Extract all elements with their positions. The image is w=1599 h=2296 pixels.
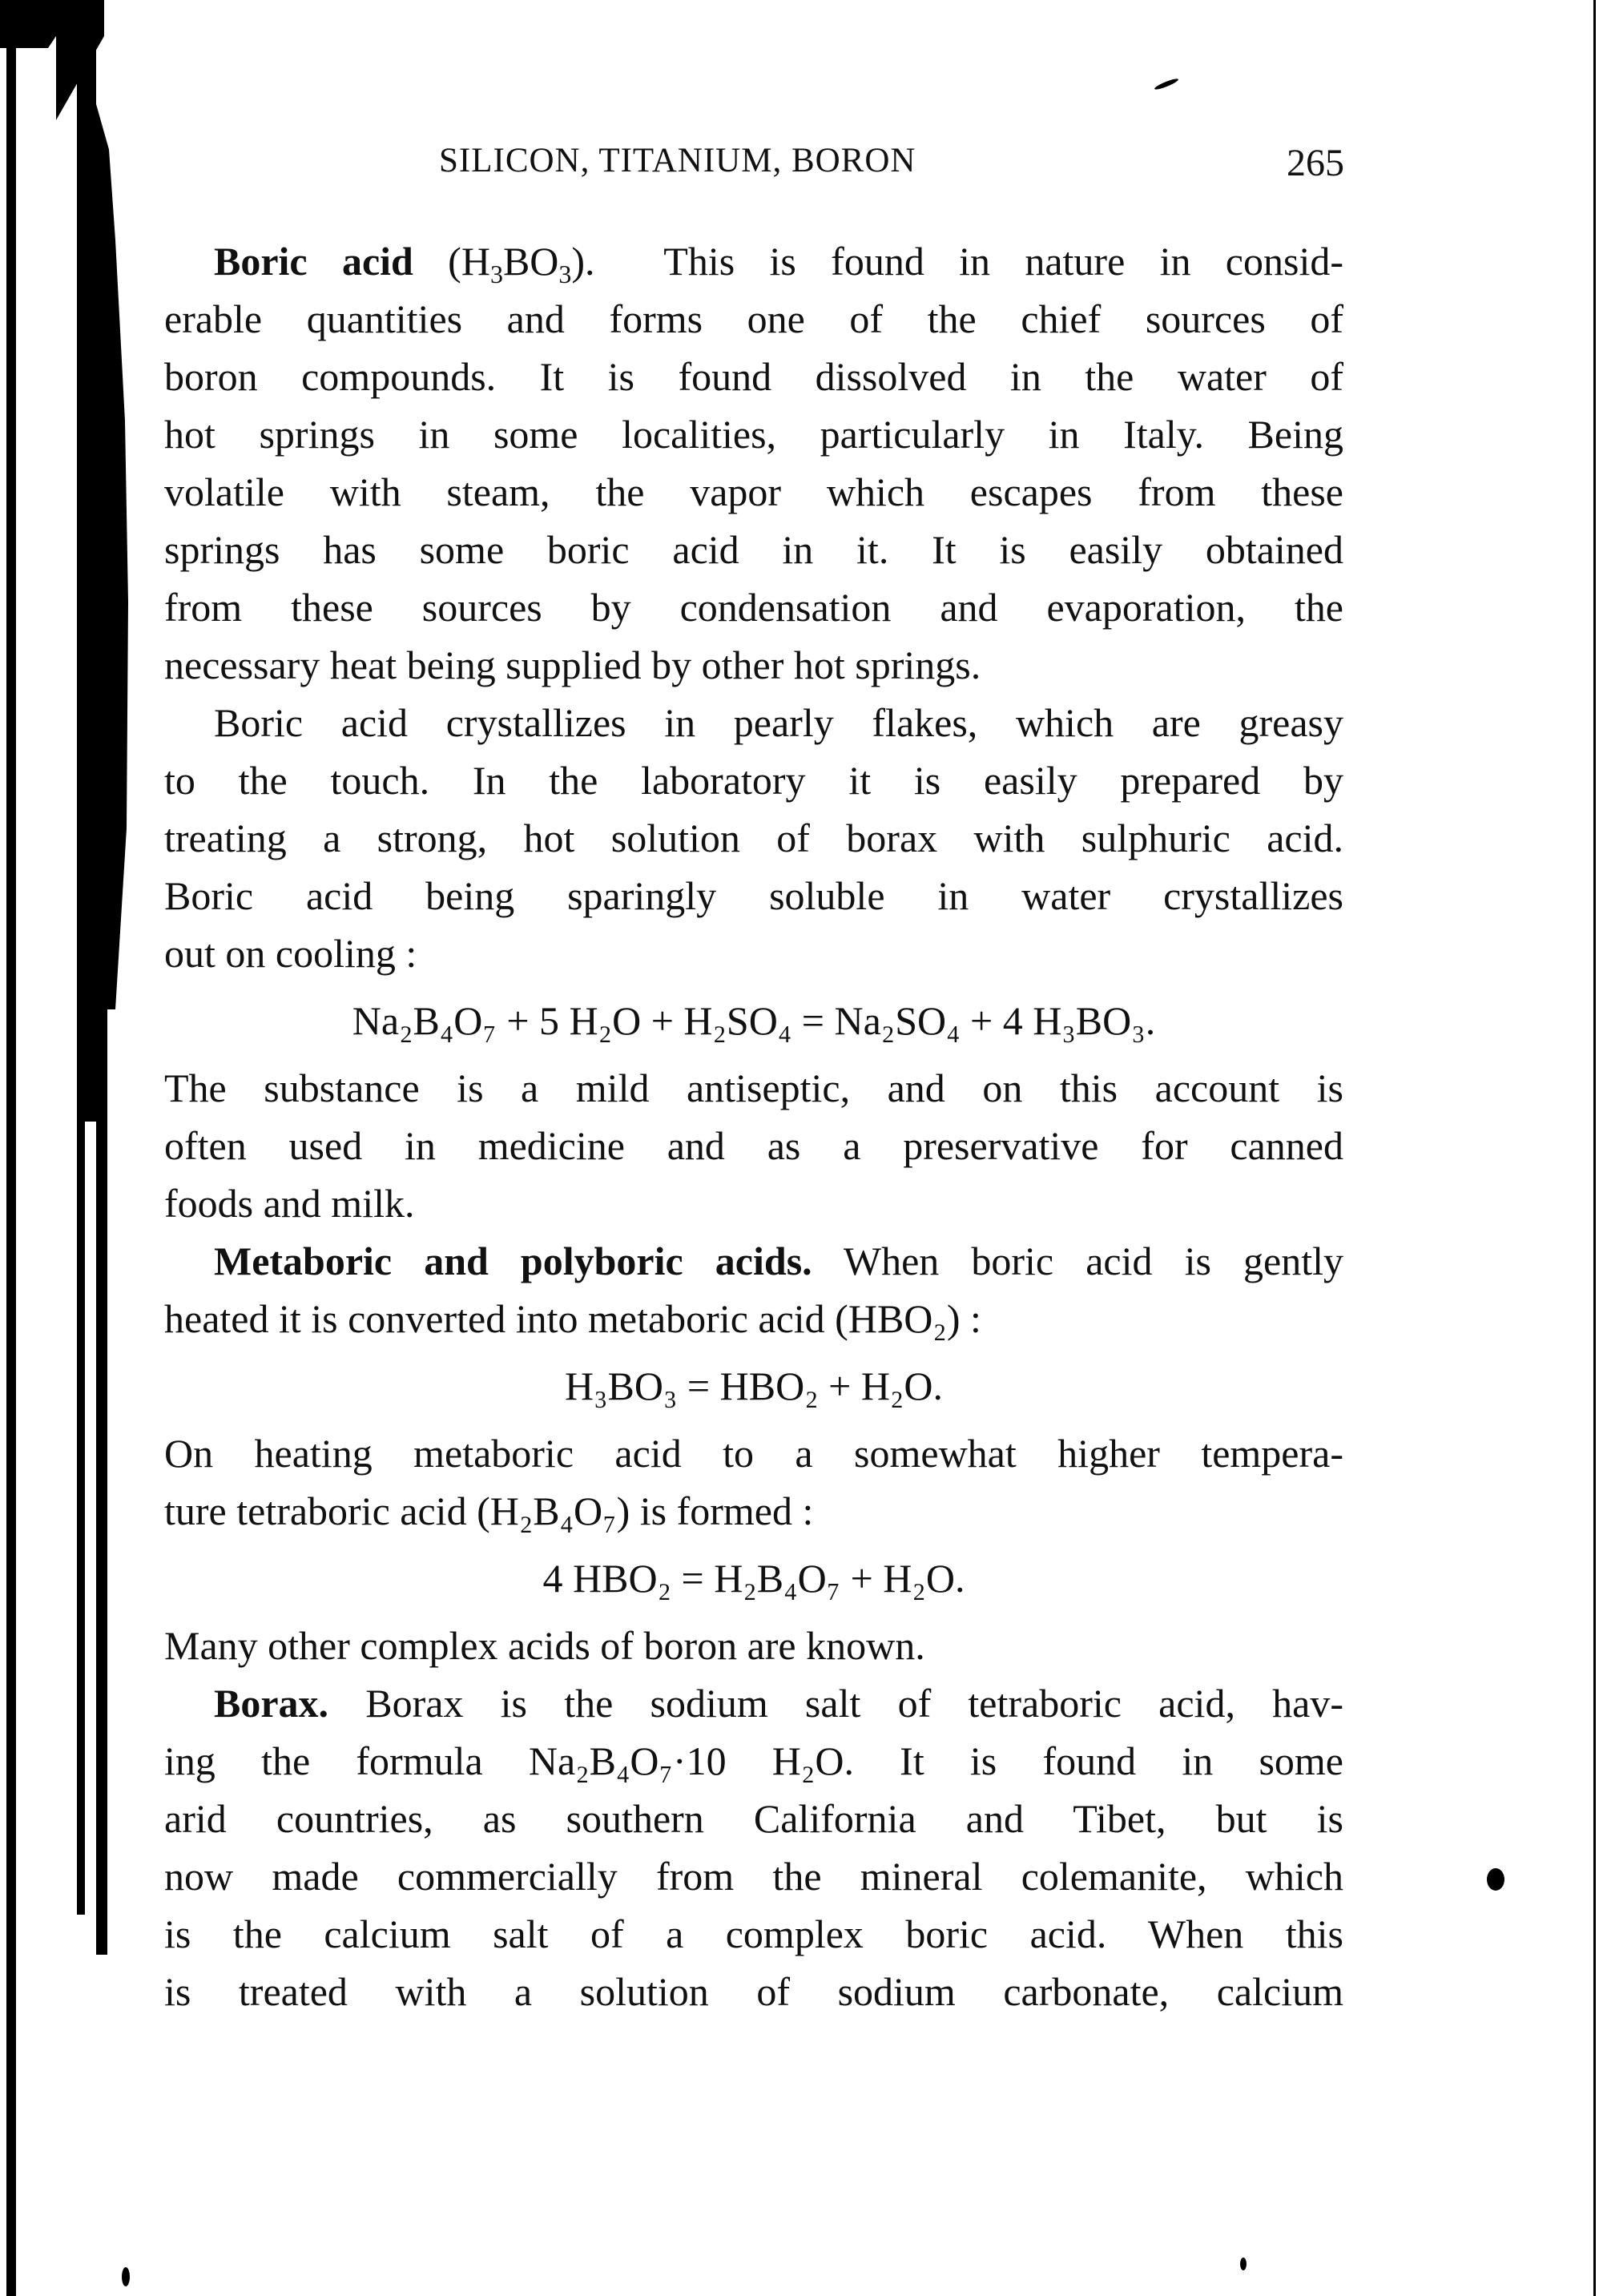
text-line: springs has some boric acid in it. It is easily obtained [164, 527, 1343, 572]
text-line: volatile with steam, the vapor which escapes from these [164, 469, 1343, 514]
text-line: arid countries, as southern California and Tibet, but is [164, 1796, 1343, 1841]
text-line: Many other complex acids of boron are known. [164, 1623, 925, 1668]
text-line [164, 1674, 1343, 1732]
scan-edge-shadow [77, 0, 96, 1122]
page-number: 265 [1287, 142, 1344, 184]
text-line-content: This is found in nature in consid- [663, 239, 1343, 284]
text-line: from these sources by condensation and evaporation, the [164, 585, 1343, 630]
ink-spot [1487, 1868, 1504, 1891]
text-line [164, 232, 1343, 290]
text-line: treating a strong, hot solution of borax with sulphuric acid. [164, 816, 1343, 860]
scan-edge-shadow [77, 1122, 85, 1915]
text-line [164, 1232, 1343, 1290]
text-line: On heating metaboric acid to a somewhat higher tempera- [164, 1431, 1343, 1476]
ink-spot [122, 2267, 130, 2286]
text-line: foods and milk. [164, 1181, 415, 1226]
text-line: out on cooling : [164, 931, 417, 976]
formula-part: BO [502, 239, 559, 284]
formula-subscript: 3 [558, 260, 572, 288]
text-line: is the calcium salt of a complex boric acid. When this [164, 1911, 1343, 1956]
scan-edge-shadow [96, 104, 128, 1009]
text-line: Boric acid crystallizes in pearly flakes, which are greasy [214, 700, 1343, 745]
text-line: erable quantities and forms one of the chief sources of [164, 296, 1343, 341]
text-line: boron compounds. It is found dissolved in the water of [164, 354, 1343, 399]
text-line: necessary heat being supplied by other hot springs. [164, 642, 981, 687]
running-header [439, 141, 1344, 189]
text-line: to the touch. In the laboratory it is easily prepared by [164, 758, 1343, 803]
boric-acid-section [164, 232, 1343, 2020]
section-heading: Borax. [214, 1681, 329, 1726]
chemical-equation: Na₂B₄O₇ + 5 H₂O + H₂SO₄ = Na₂SO₄ + 4 H₃BO₃. [352, 998, 1156, 1043]
text-line: The substance is a mild antiseptic, and on this account is [164, 1065, 1343, 1110]
text-line-content: Borax is the sodium salt of tetraboric acid, hav- [365, 1681, 1343, 1726]
text-line-content: When boric acid is gently [843, 1239, 1343, 1283]
section-heading: Boric acid [214, 239, 413, 284]
formula-part: ). [571, 239, 595, 284]
chemical-equation: H₃BO₃ = HBO₂ + H₂O. [565, 1364, 943, 1408]
section-heading: Metaboric and polyboric acids. [214, 1239, 812, 1283]
formula-subscript: 3 [489, 260, 503, 288]
scan-edge-shadow [6, 0, 16, 2296]
formula-part: (H [448, 239, 490, 284]
running-title: SILICON, TITANIUM, BORON [439, 142, 916, 179]
chemical-equation: 4 HBO₂ = H₂B₄O₇ + H₂O. [542, 1556, 965, 1601]
text-line: ture tetraboric acid (H₂B₄O₇) is formed : [164, 1488, 814, 1533]
text-line: often used in medicine and as a preservative for canned [164, 1123, 1343, 1168]
ink-spot [1240, 2258, 1247, 2270]
text-line: heated it is converted into metaboric acid (HBO₂) : [164, 1296, 981, 1341]
scan-edge-shadow [96, 1009, 107, 1955]
text-line: Boric acid being sparingly soluble in water crystallizes [164, 873, 1343, 918]
ink-mark [1154, 77, 1179, 91]
scan-edge-line [1593, 0, 1596, 2296]
text-line: is treated with a solution of sodium carbonate, calcium [164, 1969, 1343, 2014]
text-line: now made commercially from the mineral colemanite, which [164, 1854, 1343, 1899]
text-line: hot springs in some localities, particularly in Italy. Being [164, 412, 1343, 457]
text-line: ing the formula Na₂B₄O₇·10 H₂O. It is found in some [164, 1738, 1343, 1783]
